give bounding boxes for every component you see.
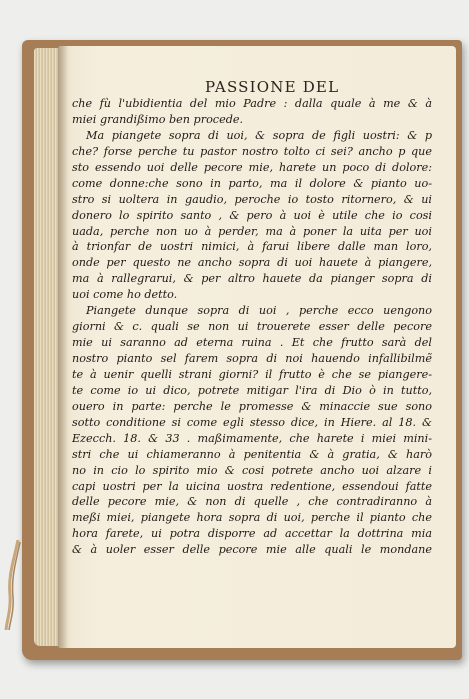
text-line: ma à rallegrarui, & per altro hauete da pianger sopra di <box>72 272 432 286</box>
paragraph <box>72 96 432 128</box>
text-line: delle pecore mie, & non di quelle , che contradiranno à <box>72 495 432 509</box>
text-line: ouero in parte: perche le promesse & minaccie sue sono <box>72 399 432 413</box>
text-block <box>72 96 432 558</box>
text-line: nostro pianto sel farem sopra di noi hauendo infallibilmẽ <box>72 352 432 365</box>
text-line: hora farete, ui potra disporre ad accettar la dottrina mia <box>72 527 432 541</box>
text-line: miei grandißimo ben procede. <box>72 112 244 126</box>
text-line: donero lo spirito santo , & pero à uoi è utile che io cosi <box>72 208 432 222</box>
spine-shadow <box>58 46 68 648</box>
text-line: uada, perche non uo à perder, ma à poner la uita per uoi <box>72 224 432 238</box>
text-line: capi uostri per la uicina uostra redentione, essendoui fatte <box>72 479 432 493</box>
text-line: te come io ui dico, potrete mitigar l'ira di Dio ò in tutto, <box>72 383 432 397</box>
text-line: stri che ui chiameranno à penitentia & à gratia, & harò <box>72 447 432 461</box>
paragraph <box>72 128 432 303</box>
paragraph <box>72 303 432 558</box>
text-line: Ma piangete sopra di uoi, & sopra de figli uostri: & p <box>86 128 432 142</box>
text-line: & à uoler esser delle pecore mie alle quali le mondane <box>72 543 432 557</box>
text-line: Ezecch. 18. & 33 . maßimamente, che harete i miei mini- <box>72 431 432 445</box>
page-edges <box>34 48 60 646</box>
text-line: che fù l'ubidientia del mio Padre : dalla quale à me & à <box>72 97 432 110</box>
text-line: giorni & c. quali se non ui trouerete esser delle pecore <box>72 320 432 334</box>
text-line: sto essendo uoi delle pecore mie, harete un poco di dolore: <box>72 160 432 174</box>
text-line: come donne:che sono in parto, ma il dolore & pianto uo- <box>72 176 432 190</box>
text-line: uoi come ho detto. <box>72 288 178 302</box>
text-line: mie ui saranno ad eterna ruina . Et che frutto sarà del <box>72 336 432 350</box>
text-line: te à uenir quelli strani giorni? il frutto è che se piangere- <box>72 367 432 381</box>
text-line: stro si uoltera in gaudio, peroche io tosto ritornero, & ui <box>72 192 432 206</box>
running-head: PASSIONE DEL <box>205 78 340 96</box>
text-line: Piangete dunque sopra di uoi , perche ecco uengono <box>86 304 432 318</box>
text-line: meßi miei, piangete hora sopra di uoi, perche il pianto che <box>72 511 432 525</box>
text-line: che? forse perche tu pastor nostro tolto ci sei? ancho p que <box>72 144 432 158</box>
bookmark-ribbon <box>4 540 22 630</box>
text-line: à trionfar de uostri nimici, à farui libere dalle man loro, <box>72 240 432 254</box>
text-line: no in cio lo spirito mio & cosi potrete ancho uoi alzare i <box>72 463 432 477</box>
text-line: onde per questo ne ancho sopra di uoi hauete à piangere, <box>72 256 432 270</box>
text-line: sotto conditione si come egli stesso dice, in Hiere. al 18. & <box>72 415 432 429</box>
